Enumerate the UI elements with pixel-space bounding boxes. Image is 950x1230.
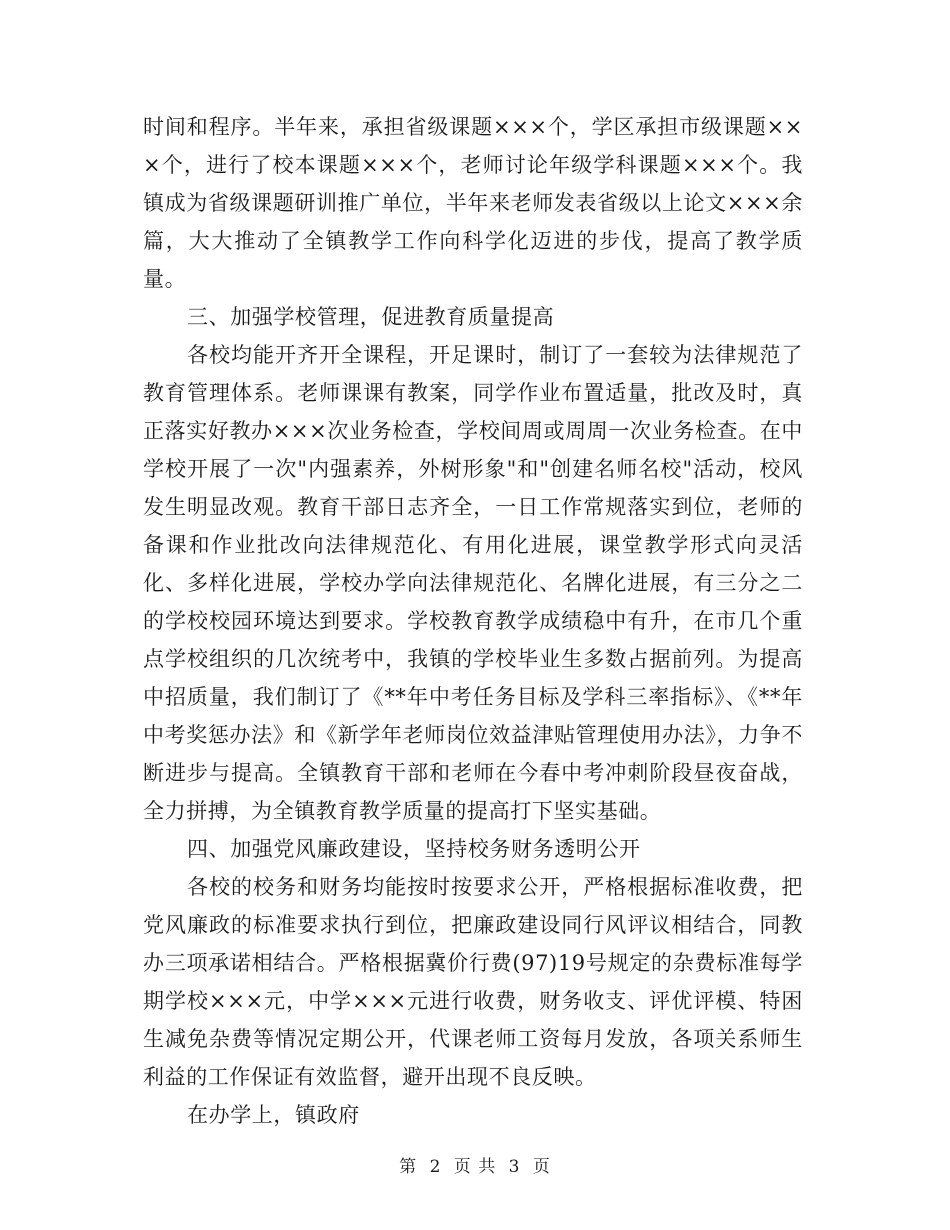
section-heading-3: 三、加强学校管理，促进教育质量提高: [187, 305, 555, 329]
section-heading-4: 四、加强党风廉政建设，坚持校务财务透明公开: [187, 837, 641, 861]
footer-current-page: 2: [429, 1157, 442, 1177]
body-paragraph: 时间和程序。半年来，承担省级课题×××个，学区承担市级课题×××个，进行了校本课题×××个，老师讨论年级学科课题×××个。我镇成为省级课题研训推广单位，半年来老师发表省级以上论文×××余篇，大大推动了全镇教学工作向科学化迈进的步伐，提高了教学质量。: [143, 115, 803, 291]
document-body: [143, 108, 803, 1134]
body-paragraph: 各校均能开齐开全课程，开足课时，制订了一套较为法律规范了教育管理体系。老师课课有教案，同学作业布置适量，批改及时，真正落实好教办×××次业务检查，学校间周或周周一次业务检查。在中学校开展了一次"内强素养，外树形象"和"创建名师名校"活动，校风发生明显改观。教育干部日志齐全，一日工作常规落实到位，老师的备课和作业批改向法律规范化、有用化进展，课堂教学形式向灵活化、多样化进展，学校办学向法律规范化、名牌化进展，有三分之二的学校校园环境达到要求。学校教育教学成绩稳中有升，在市几个重点学校组织的几次统考中，我镇的学校毕业生多数占据前列。为提高中招质量，我们制订了《**年中考任务目标及学科三率指标》、《**年中考奖惩办法》和《新学年老师岗位效益津贴管理使用办法》，力争不断进步与提高。全镇教育干部和老师在今春中考冲刺阶段昼夜奋战，全力拼搏，为全镇教育教学质量的提高打下坚实基础。: [143, 343, 803, 823]
body-paragraph: 各校的校务和财务均能按时按要求公开，严格根据标准收费，把党风廉政的标准要求执行到位，把廉政建设同行风评议相结合，同教办三项承诺相结合。严格根据冀价行费(97)19号规定的杂费标准每学期学校×××元，中学×××元进行收费，财务收支、评优评模、特困生减免杂费等情况定期公开，代课老师工资每月发放，各项关系师生利益的工作保证有效监督，避开出现不良反映。: [143, 875, 803, 1089]
page-footer: [0, 1152, 950, 1177]
footer-middle: 页 共: [453, 1157, 497, 1177]
footer-prefix: 第: [399, 1157, 418, 1177]
footer-total-pages: 3: [508, 1157, 521, 1177]
body-paragraph: 在办学上，镇政府: [187, 1103, 360, 1127]
footer-suffix: 页: [532, 1157, 551, 1177]
